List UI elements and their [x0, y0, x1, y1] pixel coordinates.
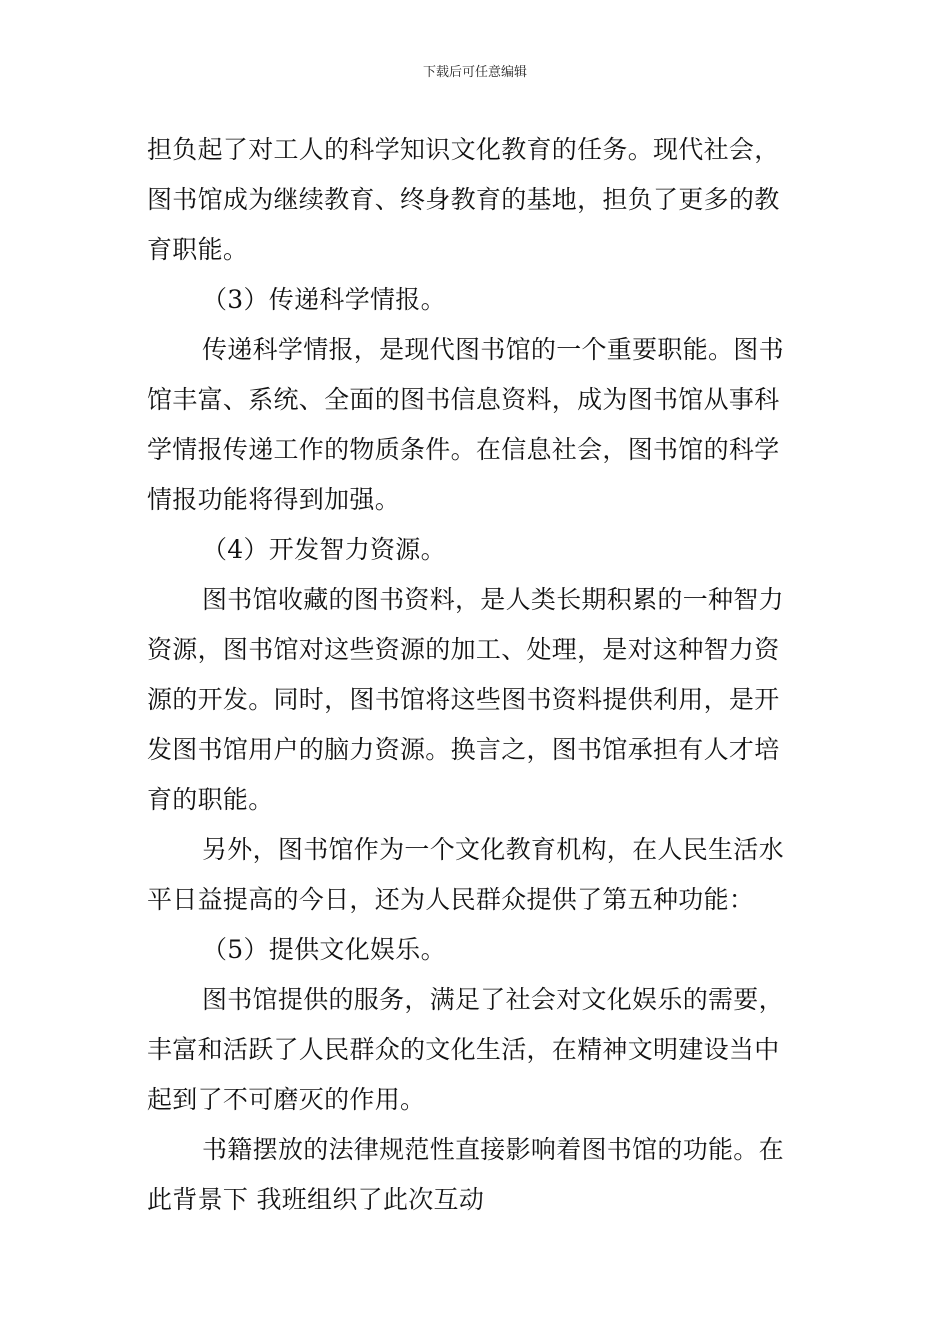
paragraph	[147, 1125, 807, 1225]
text-line: 馆丰富、系统、全面的图书信息资料，成为图书馆从事科	[147, 385, 780, 414]
text-line: 此背景下 我班组织了此次互动	[147, 1185, 485, 1214]
text-line: 书籍摆放的法律规范性直接影响着图书馆的功能。在	[202, 1135, 784, 1164]
text-line: 源的开发。同时，图书馆将这些图书资料提供利用，是开	[147, 685, 780, 714]
text-line: 图书馆提供的服务，满足了社会对文化娱乐的需要，	[202, 985, 784, 1014]
paragraph	[147, 825, 807, 925]
text-line: 图书馆成为继续教育、终身教育的基地，担负了更多的教	[147, 185, 780, 214]
text-line: 育职能。	[147, 235, 249, 264]
text-line: 丰富和活跃了人民群众的文化生活，在精神文明建设当中	[147, 1035, 780, 1064]
paragraph	[147, 325, 807, 525]
text-line: （4）开发智力资源。	[202, 535, 446, 564]
paragraph	[147, 575, 807, 825]
text-line: 担负起了对工人的科学知识文化教育的任务。现代社会，	[147, 135, 780, 164]
text-line: （5）提供文化娱乐。	[202, 935, 446, 964]
paragraph	[147, 125, 807, 275]
text-line: 育的职能。	[147, 785, 274, 814]
text-line: 图书馆收藏的图书资料，是人类长期积累的一种智力	[202, 585, 784, 614]
text-line: （3）传递科学情报。	[202, 285, 446, 314]
paragraph	[147, 275, 807, 325]
text-line: 资源，图书馆对这些资源的加工、处理，是对这种智力资	[147, 635, 780, 664]
text-line: 传递科学情报，是现代图书馆的一个重要职能。图书	[202, 335, 784, 364]
text-line: 学情报传递工作的物质条件。在信息社会，图书馆的科学	[147, 435, 780, 464]
text-line: 起到了不可磨灭的作用。	[147, 1085, 426, 1114]
text-line: 平日益提高的今日，还为人民群众提供了第五种功能：	[147, 885, 755, 914]
paragraph	[147, 525, 807, 575]
paragraph	[147, 925, 807, 975]
text-line: 情报功能将得到加强。	[147, 485, 401, 514]
paragraph	[147, 975, 807, 1125]
text-line: 另外，图书馆作为一个文化教育机构，在人民生活水	[202, 835, 784, 864]
page-header: 下载后可任意编辑	[422, 65, 527, 80]
document-body	[147, 125, 807, 1225]
text-line: 发图书馆用户的脑力资源。换言之，图书馆承担有人才培	[147, 735, 780, 764]
